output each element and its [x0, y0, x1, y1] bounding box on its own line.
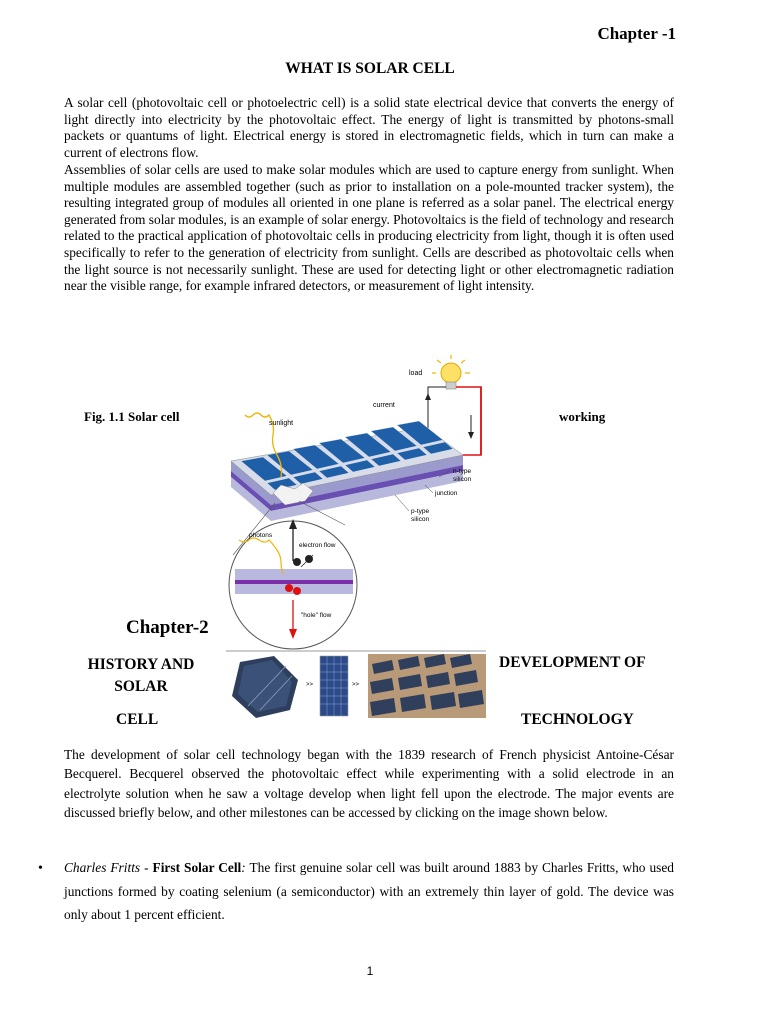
junction-label: junction: [435, 490, 458, 497]
load-label: load: [409, 370, 423, 377]
chapter-2-heading-right: DEVELOPMENT OF: [499, 654, 646, 671]
hole-flow-label: "hole" flow: [301, 612, 332, 619]
arrow-2: >>: [352, 682, 360, 688]
figure-1-caption-right: working: [559, 409, 606, 424]
array-image: [368, 654, 486, 718]
n-type-label: n-type: [453, 468, 472, 475]
chapter-1-paragraph-1: A solar cell (photovoltaic cell or photoelectric cell) is a solid state electrical device that converts the energy of light directly into electricity by the photovoltaic effect. The energy of light is transmitted by photons-small packets or quantums of light. Electrical energy is stored in electromagnetic fields, which in turn can make a current of electrons flow.: [64, 95, 674, 160]
electron-flow-label: electron flow: [299, 542, 336, 549]
bullet-text: The first genuine solar cell was built around 1883 by Charles Fritts, who used junctions formed by coating selenium (a semiconductor) with an extremely thin layer of gold. The device was only about 1 percent efficient.: [64, 860, 674, 922]
chapter-2-paragraph-1: The development of solar cell technology began with the 1839 research of French physicist Antoine-César Becquerel. Becquerel observed the photovoltaic effect while experimenting with a solid electrode in an electrolyte solution when he saw a voltage develop when light fell upon the electrode. The major events are discussed briefly below, and other milestones can be accessed by clicking on the image shown below.: [64, 747, 674, 820]
bullet-charles-fritts: [64, 856, 674, 927]
bullet-separator: -: [140, 860, 153, 875]
chapter-2-heading-cell: CELL: [116, 711, 159, 728]
single-cell-image: [232, 656, 298, 718]
heading-line-history: HISTORY AND: [87, 656, 195, 673]
figure-1-caption: Fig. 1.1 Solar cell: [84, 409, 180, 424]
solar-cell-diagram: [225, 355, 495, 650]
photons-label: photons: [249, 532, 273, 539]
chapter-1-title: WHAT IS SOLAR CELL: [285, 60, 455, 77]
sunlight-label: sunlight: [269, 420, 294, 427]
heading-line-solar: SOLAR: [114, 678, 168, 695]
chapter-1-paragraph-2: Assemblies of solar cells are used to make solar modules which are used to capture energy from sunlight. When multiple modules are assembled together (such as prior to installation on a pole-mounted tracker system), the resulting integrated group of modules all oriented in one plane is referred as a solar panel. The electrical energy generated from solar modules, is an example of solar energy. Photovoltaics is the field of technology and research related to the practical application of photovoltaic cells in producing electricity from light, though it is often used specifically to refer to the generation of electricity from sunlight. Cells are described as photovoltaic cells when the light source is not necessarily sunlight. These are used for detecting light or other electromagnetic radiation near the visible range, for example infrared detectors, or measurement of light intensity.: [64, 162, 674, 294]
chapter-2-heading-technology: TECHNOLOGY: [521, 711, 634, 728]
p-type-silicon-label: silicon: [411, 516, 430, 523]
arrow-1: >>: [306, 682, 314, 688]
n-type-silicon-label: silicon: [453, 476, 472, 483]
module-image: [320, 656, 348, 716]
chapter-1-label: Chapter -1: [597, 24, 676, 43]
page-number: 1: [366, 964, 374, 978]
light-bulb-icon: [432, 355, 470, 389]
bullet-name: Charles Fritts: [64, 860, 141, 875]
solar-cell-evolution-image[interactable]: [226, 650, 486, 720]
bullet-title: First Solar Cell: [152, 860, 242, 875]
bullet-colon: :: [241, 860, 246, 875]
bullet-marker: •: [38, 861, 43, 876]
chapter-2-heading-left: [66, 654, 216, 698]
chapter-2-label: Chapter-2: [126, 617, 209, 638]
p-type-label: p-type: [411, 508, 430, 515]
current-label: current: [373, 402, 395, 409]
magnified-junction: [229, 519, 357, 649]
